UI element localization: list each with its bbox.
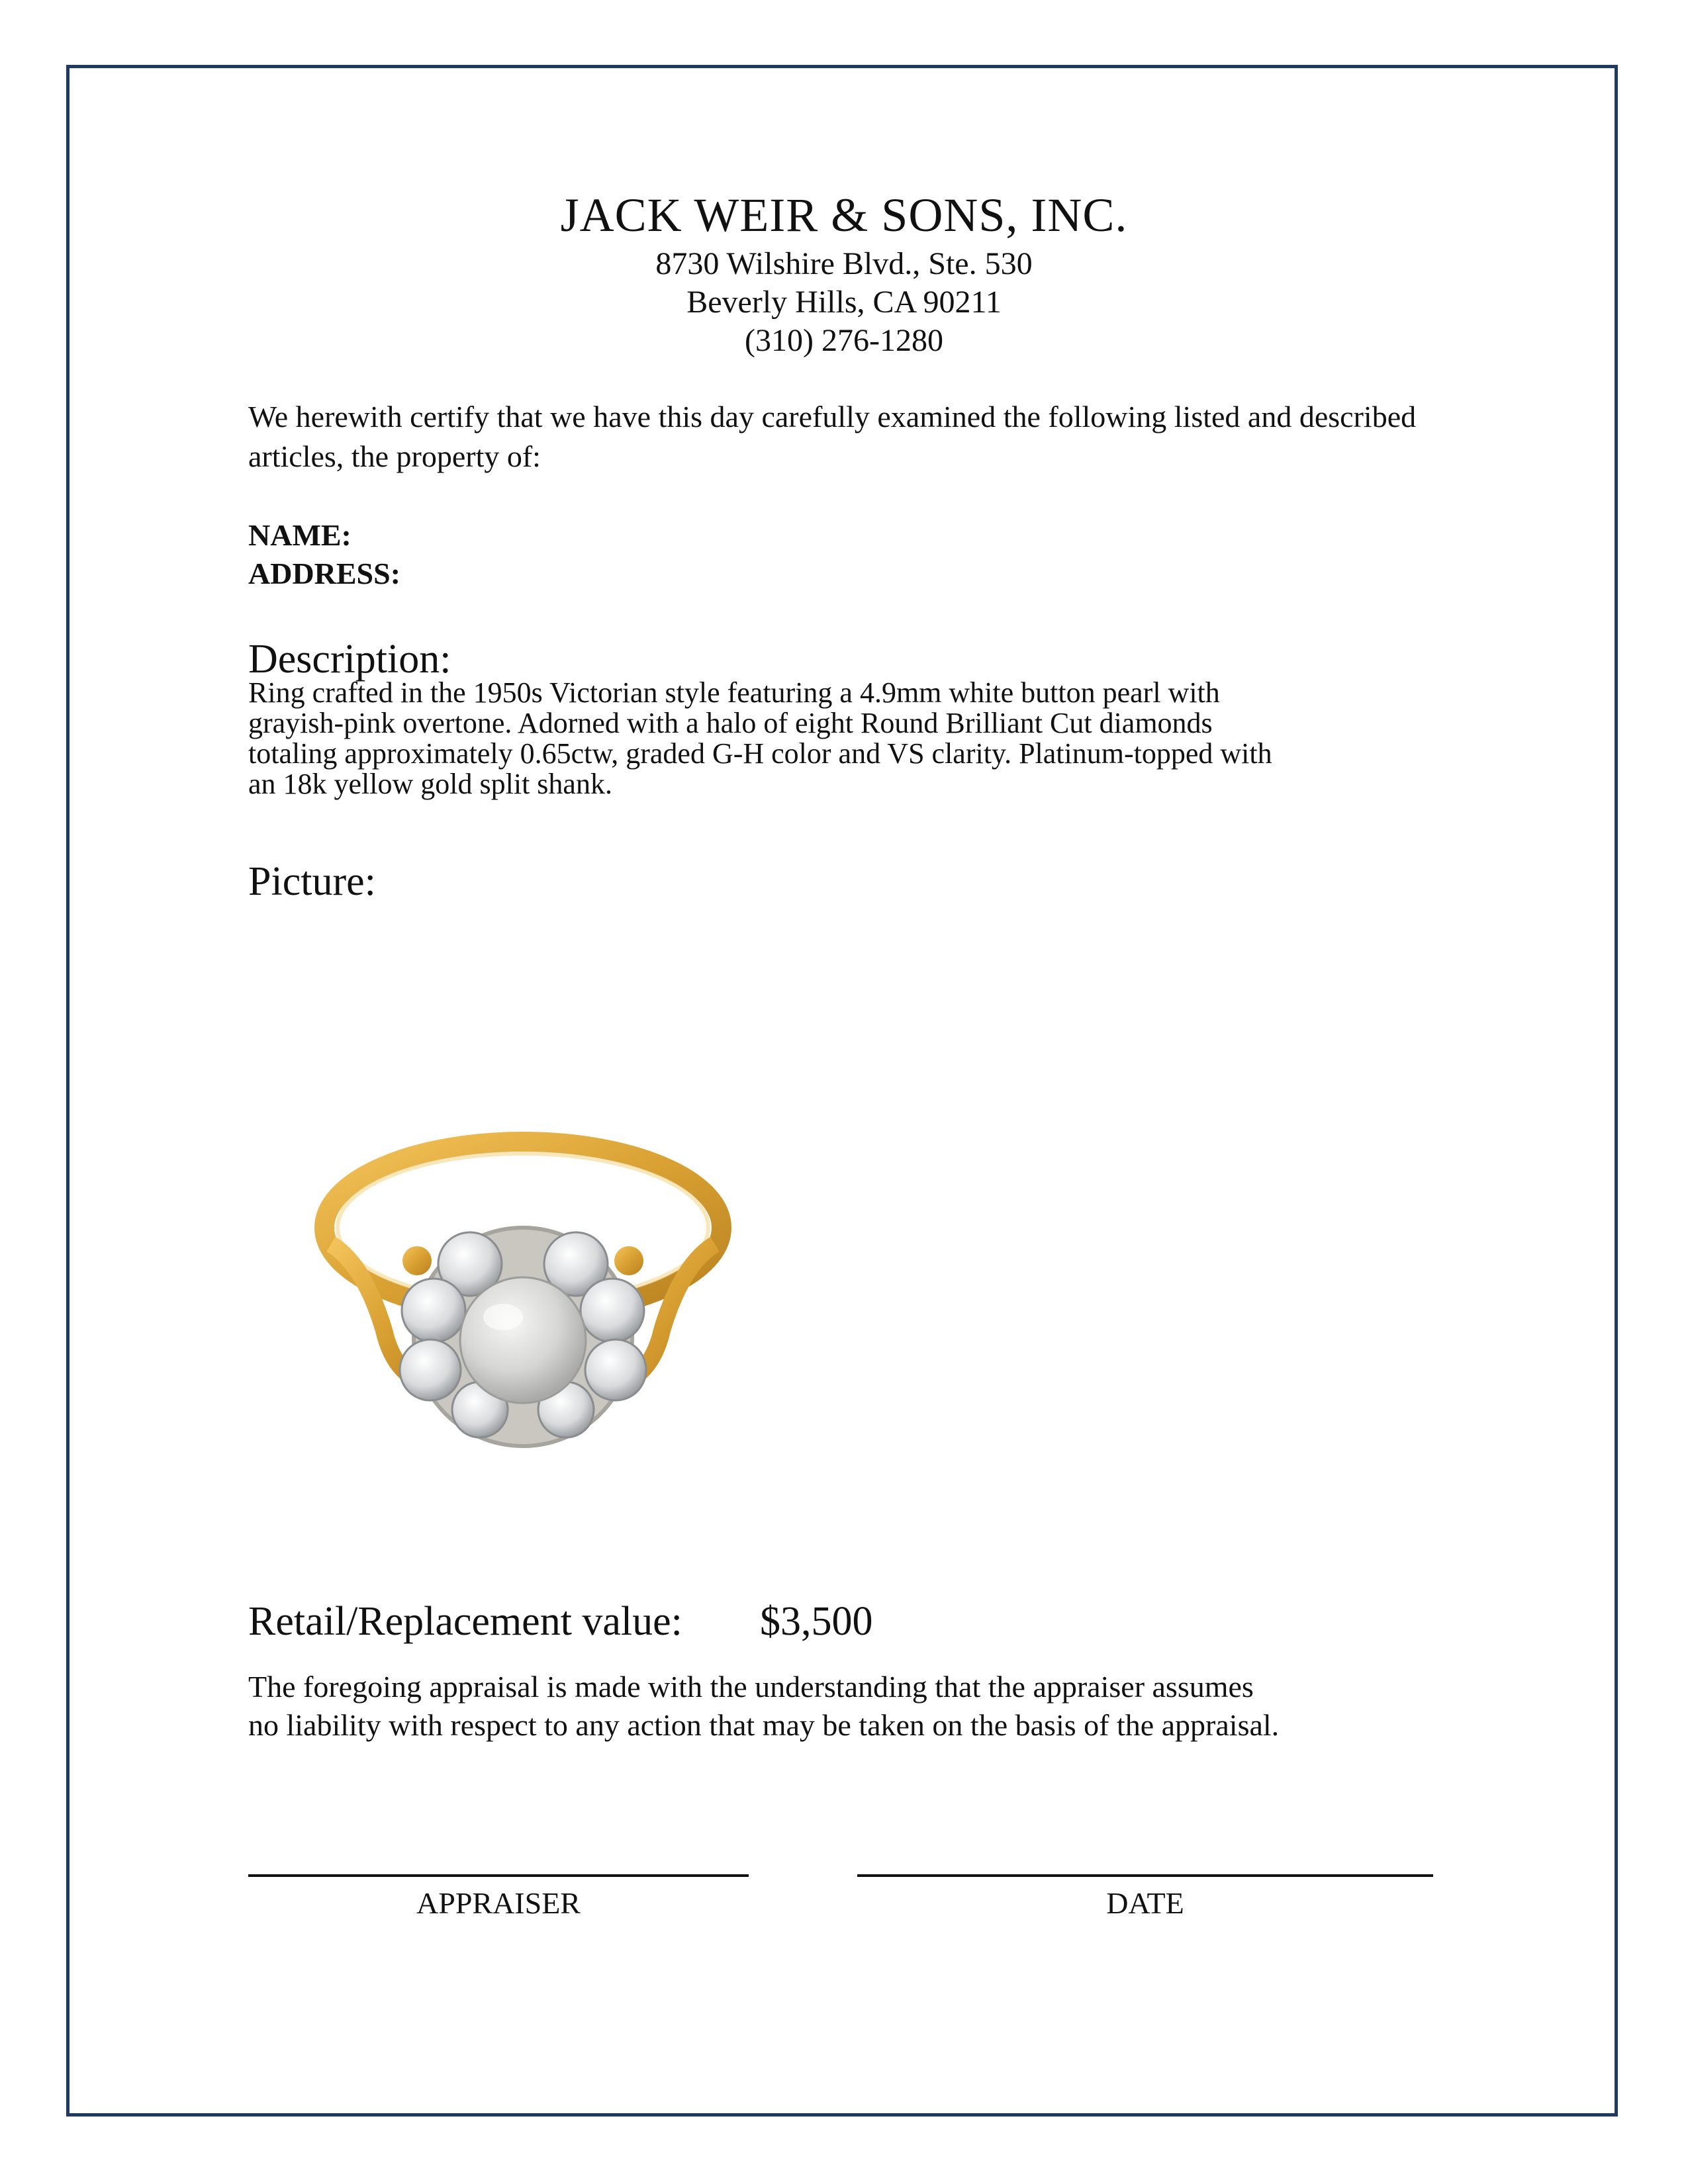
company-address-line2: Beverly Hills, CA 90211 [686,285,1002,320]
company-name: JACK WEIR & SONS, INC. [560,189,1128,242]
pearl [460,1277,586,1403]
appraiser-label: APPRAISER [416,1886,581,1920]
description-line: Ring crafted in the 1950s Victorian style featuring a 4.9mm white button pearl with [248,676,1220,709]
date-label: DATE [1106,1886,1184,1920]
certification-text: We herewith certify that we have this day carefully examined the following listed and described articles, the property of: [248,400,1417,473]
page-border [66,65,1618,2116]
disclaimer-text [248,1668,1453,1745]
description-line: grayish-pink overtone. Adorned with a halo of eight Round Brilliant Cut diamonds [248,707,1213,739]
company-address-line1: 8730 Wilshire Blvd., Ste. 530 [655,246,1033,281]
date-signature-line [857,1874,1433,1877]
ring-photo [305,1112,741,1456]
name-label: NAME: [248,518,352,552]
description-heading: Description: [248,637,451,682]
description-text [248,678,1453,799]
description-line: an 18k yellow gold split shank. [248,768,612,800]
address-label: ADDRESS: [248,557,401,590]
picture-heading: Picture: [248,859,376,904]
value-amount: $3,500 [760,1599,873,1644]
description-line: totaling approximately 0.65ctw, graded G-H color and VS clarity. Platinum-topped with [248,737,1272,770]
appraiser-signature-line [248,1874,749,1877]
disclaimer-line: The foregoing appraisal is made with the understanding that the appraiser assumes [248,1670,1254,1704]
value-label: Retail/Replacement value: [248,1599,682,1644]
disclaimer-line: no liability with respect to any action that may be taken on the basis of the appraisal. [248,1708,1280,1742]
company-phone: (310) 276-1280 [745,323,943,358]
